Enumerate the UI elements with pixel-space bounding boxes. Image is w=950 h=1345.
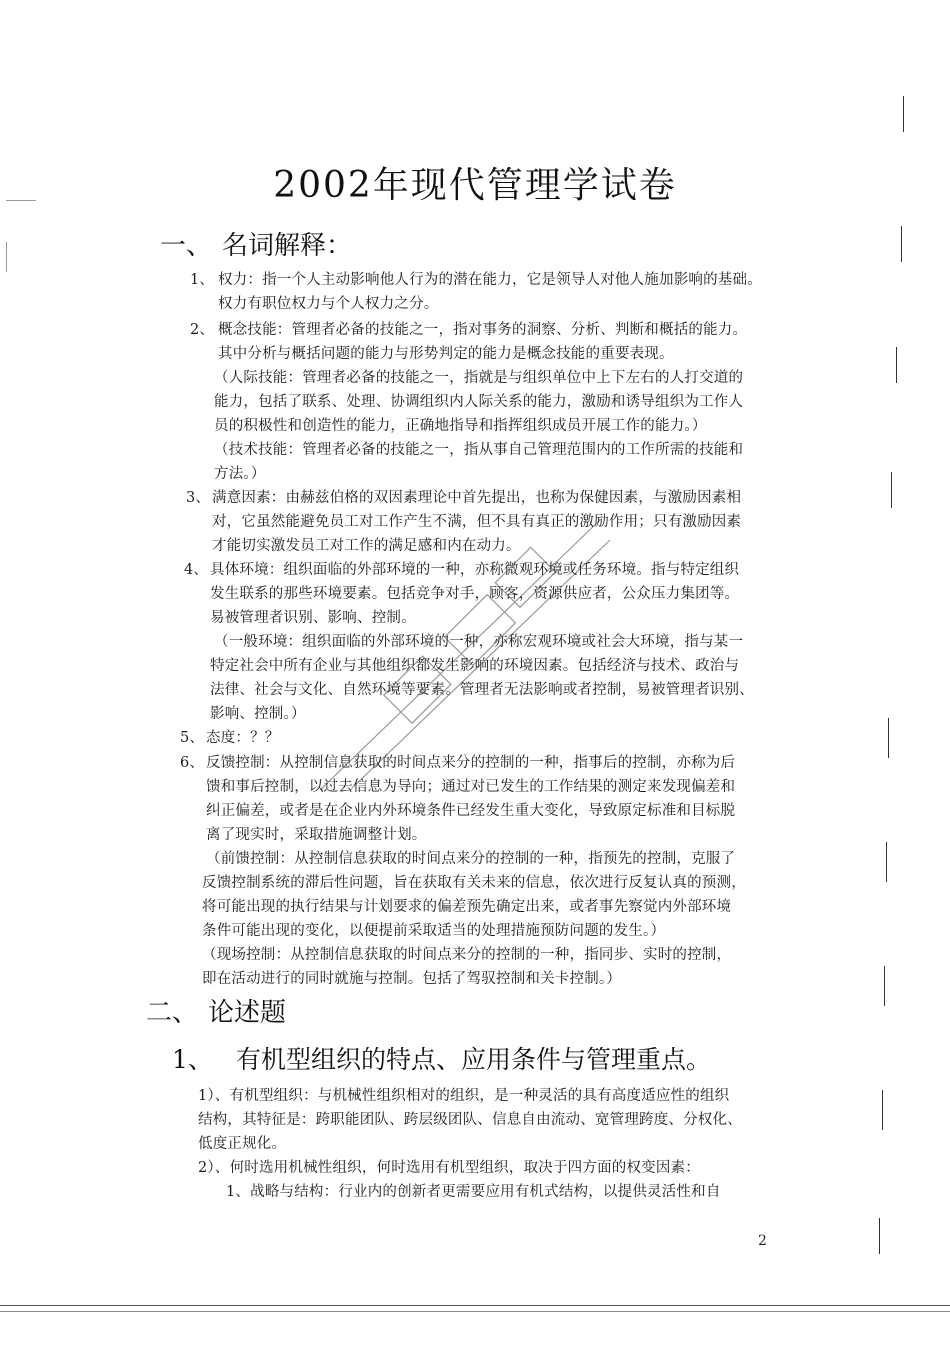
scan-mark-right: [879, 1218, 880, 1254]
item-line: 将可能出现的执行结果与计划要求的偏差预先确定出来，或者事先察觉内外部环境: [202, 899, 732, 915]
item-line: 态度：？？: [206, 730, 280, 746]
item-number: 2、: [190, 322, 215, 338]
item-line: 法律、社会与文化、自然环境等要素。管理者无法影响或者控制，易被管理者识别、: [210, 682, 754, 698]
item-line: 特定社会中所有企业与其他组织都发生影响的环境因素。包括经济与技术、政治与: [210, 658, 740, 674]
answer-line: 结构，其特征是：跨职能团队、跨层级团队、信息自由流动、宽管理跨度、分权化、: [198, 1112, 742, 1128]
item-line: （前馈控制：从控制信息获取的时间点来分的控制的一种，指预先的控制，克服了: [206, 851, 736, 867]
section2-heading: [146, 992, 286, 1029]
item-line: 权力：指一个人主动影响他人行为的潜在能力，它是领导人对他人施加影响的基础。: [218, 272, 762, 288]
item-line: 易被管理者识别、影响、控制。: [210, 610, 416, 626]
item-line: 其中分析与概括问题的能力与形势判定的能力是概念技能的重要表现。: [218, 346, 674, 362]
item-line: （技术技能：管理者必备的技能之一，指从事自己管理范围内的工作所需的技能和: [214, 442, 744, 458]
scan-mark-right: [888, 718, 889, 758]
essay-question-title: 有机型组织的特点、应用条件与管理重点。: [236, 1045, 712, 1074]
scan-mark-right: [901, 226, 902, 262]
item-line: 能力，包括了联系、处理、协调组织内人际关系的能力，激励和诱导组织为工作人: [214, 394, 744, 410]
page-title: 2002年现代管理学试卷: [273, 165, 677, 206]
item-line: 才能切实激发员工对工作的满足感和内在动力。: [212, 538, 521, 554]
item-line: 纠正偏差，或者是在企业内外环境条件已经发生重大变化，导致原定标准和目标脱: [206, 803, 736, 819]
item-line: 反馈控制：从控制信息获取的时间点来分的控制的一种，指事后的控制，亦称为后: [206, 755, 736, 771]
section1-heading: [160, 225, 352, 262]
answer-line: 1、战略与结构：行业内的创新者更需要应用有机式结构，以提供灵活性和自: [226, 1184, 721, 1200]
watermark-stamp: [300, 500, 640, 800]
scan-mark-right: [884, 966, 885, 1006]
item-line: 馈和事后控制，以过去信息为导向；通过对已发生的工作结果的测定来发现偏差和: [206, 779, 736, 795]
item-line: 对，它虽然能避免员工对工作产生不满，但不具有真正的激励作用；只有激励因素: [212, 514, 742, 530]
item-line: 即在活动进行的同时就施与控制。包括了驾驭控制和关卡控制。）: [202, 971, 622, 987]
answer-line: 低度正规化。: [198, 1136, 287, 1152]
essay-question-number: 1、: [172, 1045, 213, 1074]
answer-line: 2）、何时选用机械性组织，何时选用有机型组织，取决于四方面的权变因素：: [198, 1160, 700, 1176]
scan-mark-right: [896, 347, 897, 383]
item-line: 权力有职位权力与个人权力之分。: [218, 296, 439, 312]
scan-mark-right: [903, 96, 904, 132]
item-line: 离了现实时，采取措施调整计划。: [206, 827, 427, 843]
scan-border-bottom-2: [0, 1311, 950, 1312]
item-number: 5、: [180, 730, 205, 746]
item-line: （一般环境：组织面临的外部环境的一种，亦称宏观环境或社会大环境，指与某一: [214, 634, 744, 650]
item-number: 3、: [186, 490, 211, 506]
item-line: 发生联系的那些环境要素。包括竞争对手，顾客，资源供应者，公众压力集团等。: [210, 586, 740, 602]
item-line: 条件可能出现的变化，以便提前采取适当的处理措施预防问题的发生。）: [202, 923, 666, 939]
item-line: 具体环境：组织面临的外部环境的一种，亦称微观环境或任务环境。指与特定组织: [210, 562, 740, 578]
section1-title: 名词解释：: [222, 231, 353, 261]
scan-border-bottom: [0, 1305, 950, 1306]
item-line: 反馈控制系统的滞后性问题，旨在获取有关未来的信息，依次进行反复认真的预测，: [202, 875, 746, 891]
section2-number: 二、: [146, 998, 199, 1028]
item-line: 影响、控制。）: [210, 706, 306, 722]
item-line: 概念技能：管理者必备的技能之一，指对事务的洞察、分析、判断和概括的能力。: [218, 322, 748, 338]
answer-line: 1）、有机型组织：与机械性组织相对的组织，是一种灵活的具有高度适应性的组织: [198, 1088, 730, 1104]
section1-number: 一、: [160, 231, 213, 261]
item-number: 1、: [190, 272, 215, 288]
section2-title: 论述题: [208, 998, 287, 1028]
item-number: 4、: [184, 562, 209, 578]
scan-mark-right: [886, 842, 887, 882]
item-line: 员的积极性和创造性的能力，正确地指导和指挥组织成员开展工作的能力。）: [214, 418, 707, 434]
item-line: 方法。）: [214, 466, 266, 482]
essay-question-heading: [172, 1040, 711, 1076]
item-line: 满意因素：由赫兹伯格的双因素理论中首先提出，也称为保健因素，与激励因素相: [212, 490, 742, 506]
page-number: 2: [758, 1233, 767, 1249]
scan-mark-right: [882, 1090, 883, 1130]
item-line: （人际技能：管理者必备的技能之一，指就是与组织单位中上下左右的人打交道的: [214, 370, 744, 386]
scan-mark-left: [6, 242, 7, 272]
scan-mark-right: [891, 472, 892, 508]
item-line: （现场控制：从控制信息获取的时间点来分的控制的一种，指同步、实时的控制，: [202, 947, 732, 963]
item-number: 6、: [180, 755, 205, 771]
